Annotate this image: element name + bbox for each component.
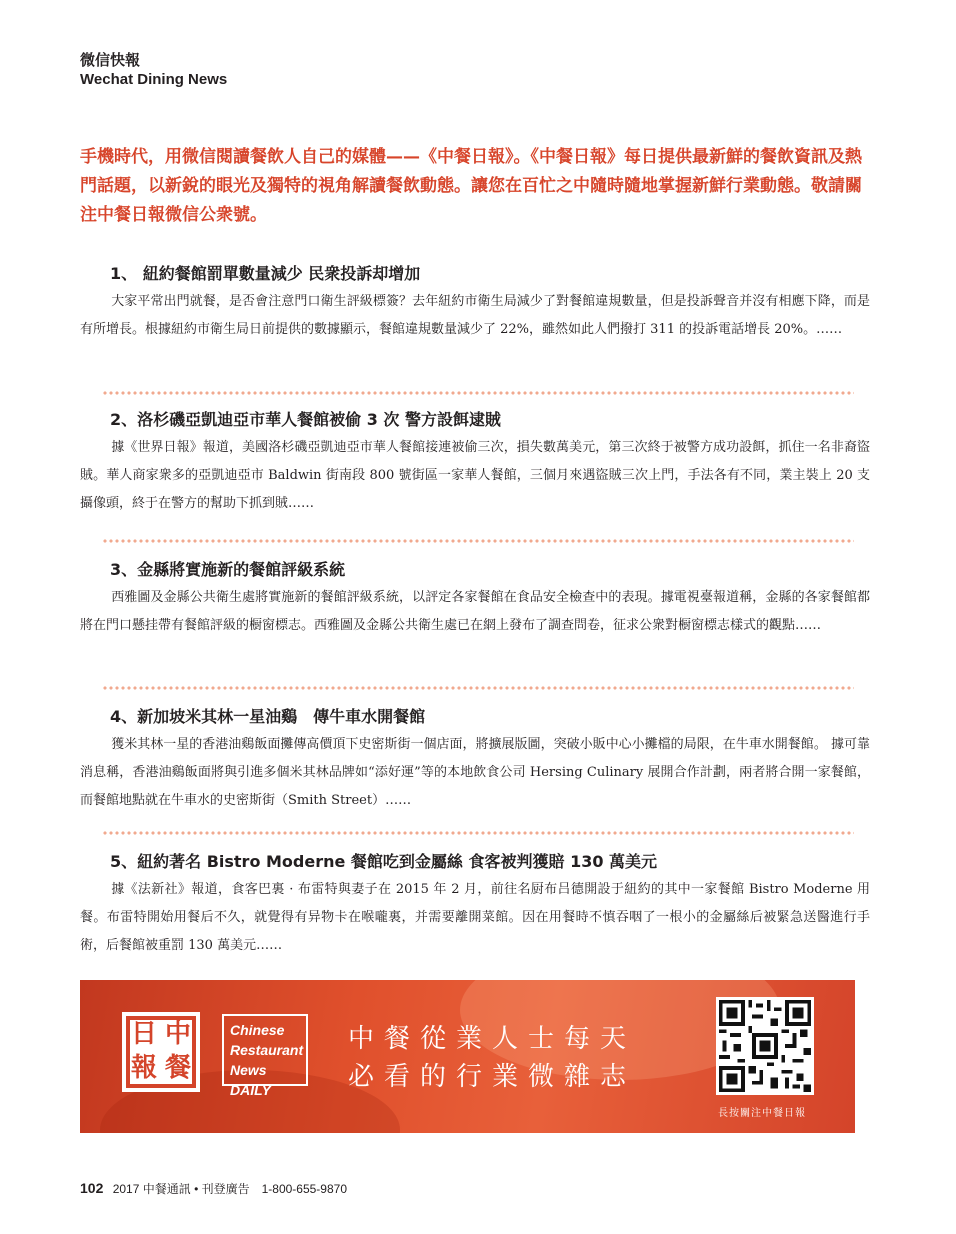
english-logo: [222, 1014, 308, 1098]
article-body: 據《法新社》報道，食客巴裏 · 布雷特與妻子在 2015 年 2 月，前往名厨布吕德開設于紐約的其中一家餐館 Bistro Moderne 用餐。布雷特開始用餐后不久，就覺得有异物卡在喉嚨裏，并需要離開菜館。因在用餐時不慎吞咽了一根小的金屬絲后被緊急送醫進行手術，后餐館被重罰 130 萬美元……: [80, 882, 870, 953]
article-body: 大家平常出門就餐，是否會注意門口衛生評級標簽？去年紐約市衛生局減少了對餐館違規數量，但是投訴聲音并沒有相應下降，而是有所增長。根據紐約市衛生局日前提供的數據顯示，餐館違規數量減少了 22%，雖然如此人們撥打 311 的投訴電話增長 20%。……: [80, 294, 870, 337]
footer-text: 2017 中餐通訊 • 刊登廣告 1-800-655-9870: [112, 1182, 348, 1196]
promo-banner: [80, 980, 855, 1133]
article-title: 4、新加坡米其林一星油鷄 傳牛車水開餐館: [110, 707, 426, 726]
page-footer: [80, 1180, 347, 1197]
qr-caption: 長按關注中餐日報: [718, 1108, 806, 1119]
logo-char: 中: [164, 1019, 191, 1049]
divider: [102, 390, 854, 396]
page-number: 102: [80, 1180, 104, 1196]
logo-char: 日: [130, 1019, 157, 1049]
section-title-en: Wechat Dining News: [80, 71, 228, 88]
section-header: [80, 50, 227, 90]
article-title: 3、金縣將實施新的餐館評級系統: [110, 560, 346, 579]
logo-char: 餐: [164, 1053, 191, 1083]
logo-line: News DAILY: [230, 1062, 271, 1098]
logo-char: 報: [130, 1053, 157, 1083]
divider: [102, 830, 854, 836]
slogan-line-1: 中餐從業人士每天: [348, 1024, 637, 1054]
article-4: [80, 705, 870, 815]
banner-slogan: [348, 1020, 636, 1096]
divider: [102, 538, 854, 544]
logo-line: Chinese: [230, 1022, 285, 1038]
chinese-logo: [124, 1014, 198, 1090]
article-title: 2、洛杉磯亞凱迪亞市華人餐館被偷 3 次 警方設餌逮賊: [110, 410, 501, 429]
article-1: [80, 262, 870, 344]
article-title: 1、 紐約餐館罰單數量減少 民衆投訴却增加: [110, 264, 421, 283]
slogan-line-2: 必看的行業微雜志: [348, 1062, 637, 1092]
article-5: [80, 850, 870, 960]
section-title-zh: 微信快報: [80, 51, 141, 69]
article-body: 據《世界日報》報道，美國洛杉磯亞凱迪亞市華人餐館接連被偷三次，損失數萬美元，第三次終于被警方成功設餌，抓住一名非裔盜賊。華人商家衆多的亞凱迪亞市 Baldwin 街南段 800 號街區一家華人餐館，三個月來遇盜賊三次上門，手法各有不同，業主裝上 20 支攝像頭，終于在警方的幫助下抓到賊……: [80, 440, 870, 511]
article-body: 西雅圖及金縣公共衛生處將實施新的餐館評級系統，以評定各家餐館在食品安全檢查中的表現。據電視臺報道稱，金縣的各家餐館都將在門口懸挂帶有餐館評級的橱窗標志。西雅圖及金縣公共衛生處已在網上發布了調查問卷，征求公衆對橱窗標志樣式的觀點……: [80, 590, 870, 633]
logo-line: Restaurant: [230, 1042, 304, 1058]
article-2: [80, 408, 870, 518]
article-title: 5、紐約著名 Bistro Moderne 餐館吃到金屬絲 食客被判獲賠 130 萬美元: [110, 852, 658, 871]
qr-code-icon[interactable]: [716, 997, 814, 1095]
article-3: [80, 558, 870, 640]
intro-paragraph: 手機時代，用微信閱讀餐飲人自己的媒體——《中餐日報》。《中餐日報》每日提供最新鮮的餐飲資訊及熱門話題，以新銳的眼光及獨特的視角解讀餐飲動態。讓您在百忙之中隨時隨地掌握新鮮行業動態。敬請關注中餐日報微信公衆號。: [80, 147, 862, 225]
divider: [102, 685, 854, 691]
article-body: 獲米其林一星的香港油鷄飯面攤傳高價頂下史密斯街一個店面，將擴展版圖，突破小販中心小攤檔的局限，在牛車水開餐館。 據可靠消息稱，香港油鷄飯面將與引進多個米其林品牌如“添好運”等的本地飲食公司 Hersing Culinary 展開合作計劃，兩者將合開一家餐館，而餐館地點就在牛車水的史密斯街（Smith Street）……: [80, 737, 870, 808]
